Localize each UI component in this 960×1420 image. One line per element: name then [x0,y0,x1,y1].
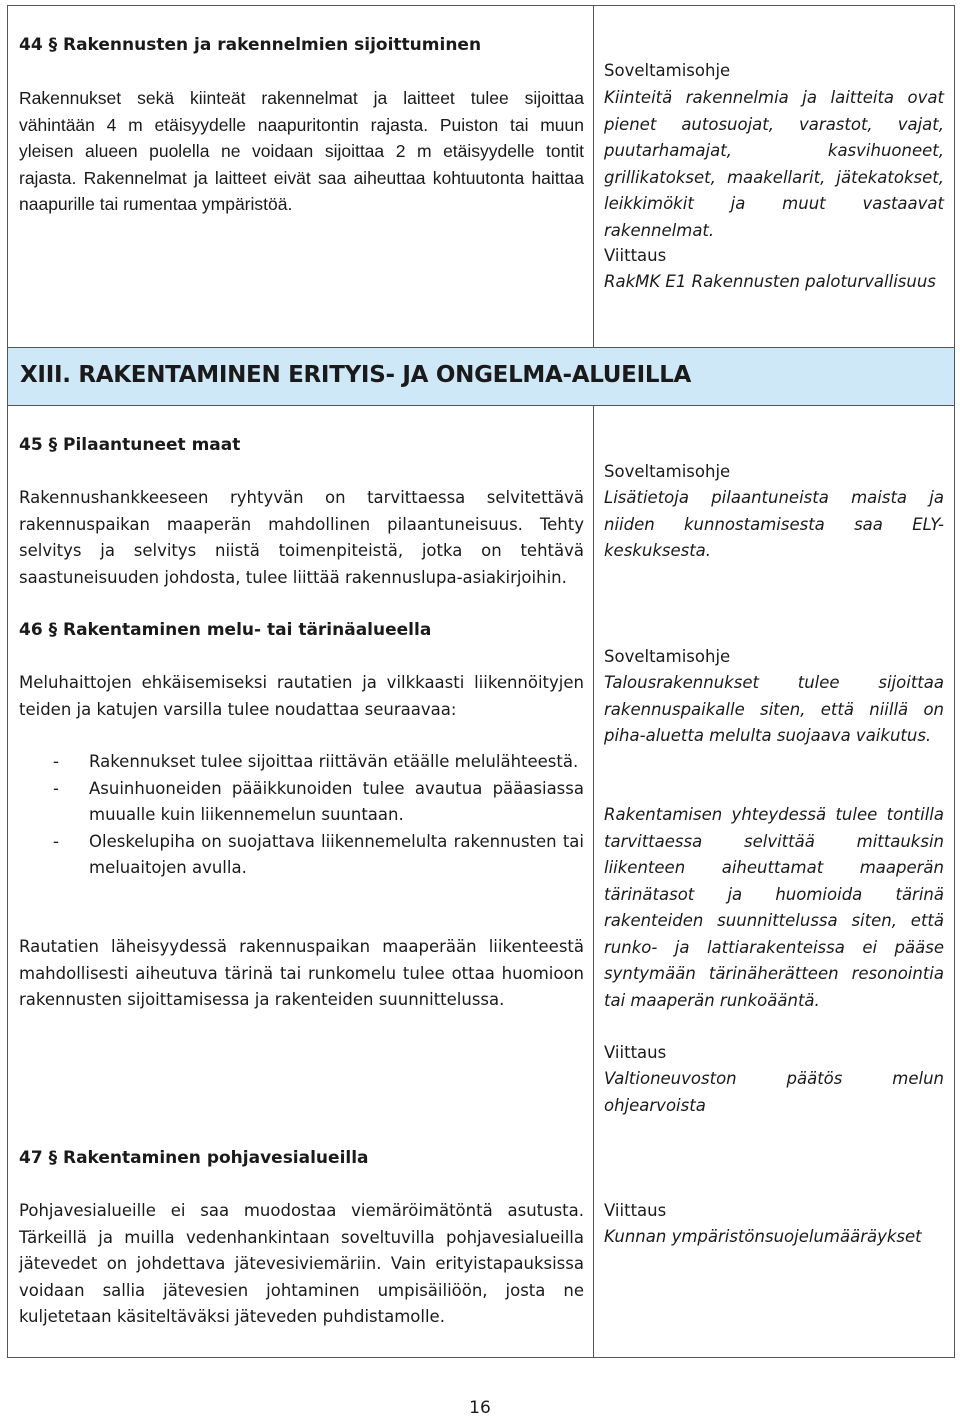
section-heading: 46 § Rakentaminen melu- tai tärinäalueella [19,620,432,640]
guidance-label: Soveltamisohje [604,61,731,80]
reference-label: Viittaus [604,1043,667,1062]
guidance-text: Lisätietoja pilaantuneista maista ja niiden kunnostamisesta saa ELY-keskuksesta. [604,488,944,560]
reference-text: Kunnan ympäristönsuojelumääräykset [604,1227,922,1246]
list-dash: - [53,831,59,851]
page-number: 16 [469,1398,491,1418]
guidance-text: Talousrakennukset tulee sijoittaa rakennuspaikalle siten, että niillä on piha-aluetta melulta suojaava vaikutus. [604,673,944,745]
guidance-label: Soveltamisohje [604,647,731,666]
reference-text: Valtioneuvoston päätös melun ohjearvoista [604,1069,944,1115]
chapter-title: XIII. RAKENTAMINEN ERITYIS- JA ONGELMA-ALUEILLA [20,362,692,388]
section-heading: 44 § Rakennusten ja rakennelmien sijoittuminen [19,35,482,55]
guidance-text-2: Rakentamisen yhteydessä tulee tontilla tarvittaessa selvittää mittauksin liikenteen aiheuttamat maaperän tärinätasot ja huomioida tärinä rakenteiden suunnittelussa siten, että runko- ja lattiarakenteissa ei pääse syntymään tärinäherätteen resonointia tai maaperän runkoääntä. [604,805,944,1010]
list-item: - Rakennukset tulee sijoittaa riittävän etäälle melulähteestä. [19,749,584,776]
list-item: - Oleskelupiha on suojattava liikennemelulta rakennusten tai meluaitojen avulla. [19,829,584,882]
chapter-header [7,347,955,406]
guidance-text: Kiinteitä rakennelmia ja laitteita ovat pienet autosuojat, varastot, vajat, puutarhamajat, kasvihuoneet, grillikatokset, maakellarit, jätekatokset, leikkimökit ja muut vastaavat rakennelmat. [604,88,944,240]
section-heading: 47 § Rakentaminen pohjavesialueilla [19,1148,369,1168]
section-closing: Rautatien läheisyydessä rakennuspaikan maaperään liikenteestä mahdollisesti aiheutuva tärinä tai runkomelu tulee ottaa huomioon rakennusten sijoittamisessa ja rakenteiden suunnittelussa. [19,937,584,1009]
list-dash: - [53,752,59,771]
column-divider [593,5,594,348]
guidance-label: Soveltamisohje [604,462,731,481]
column-divider [593,405,594,1358]
reference-label: Viittaus [604,1201,667,1220]
section-body: Pohjavesialueille ei saa muodostaa viemäröimätöntä asutusta. Tärkeillä ja muilla vedenhankintaan soveltuvilla pohjavesialueilla jätevedet on johdettava jätevesiviemäriin. Vain erityistapauksissa voidaan sallia jätevesien johtaminen umpisäiliöön, josta ne kuljetetaan käsiteltäväksi jäteveden puhdistamolle. [19,1201,584,1326]
section-body: Rakennushankkeeseen ryhtyvän on tarvittaessa selvitettävä rakennuspaikan maaperän mahdollinen pilaantuneisuus. Tehty selvitys ja selvitys niistä toimenpiteistä, jotka on tehtävä saastuneisuuden johdosta, tulee liittää rakennuslupa-asiakirjoihin. [19,488,584,587]
list-item: - Asuinhuoneiden pääikkunoiden tulee avautua pääasiassa muualle kuin liikennemelun suuntaan. [19,776,584,829]
section-heading: 45 § Pilaantuneet maat [19,435,241,455]
section-intro: Meluhaittojen ehkäisemiseksi rautatien ja vilkkaasti liikennöityjen teiden ja katujen varsilla tulee noudattaa seuraavaa: [19,673,584,719]
section-body: Rakennukset sekä kiinteät rakennelmat ja laitteet tulee sijoittaa vähintään 4 m etäisyydelle naapuritontin rajasta. Puiston tai muun yleisen alueen puolella ne voidaan sijoittaa 2 m etäisyydelle tontit rajasta. Rakennelmat ja laitteet eivät saa aiheuttaa kohtuutonta haittaa naapurille tai rumentaa ympäristöä. [19,88,584,214]
requirement-list [19,749,584,882]
reference-label: Viittaus [604,246,667,265]
reference-text: RakMK E1 Rakennusten paloturvallisuus [604,272,936,291]
list-dash: - [53,778,59,798]
